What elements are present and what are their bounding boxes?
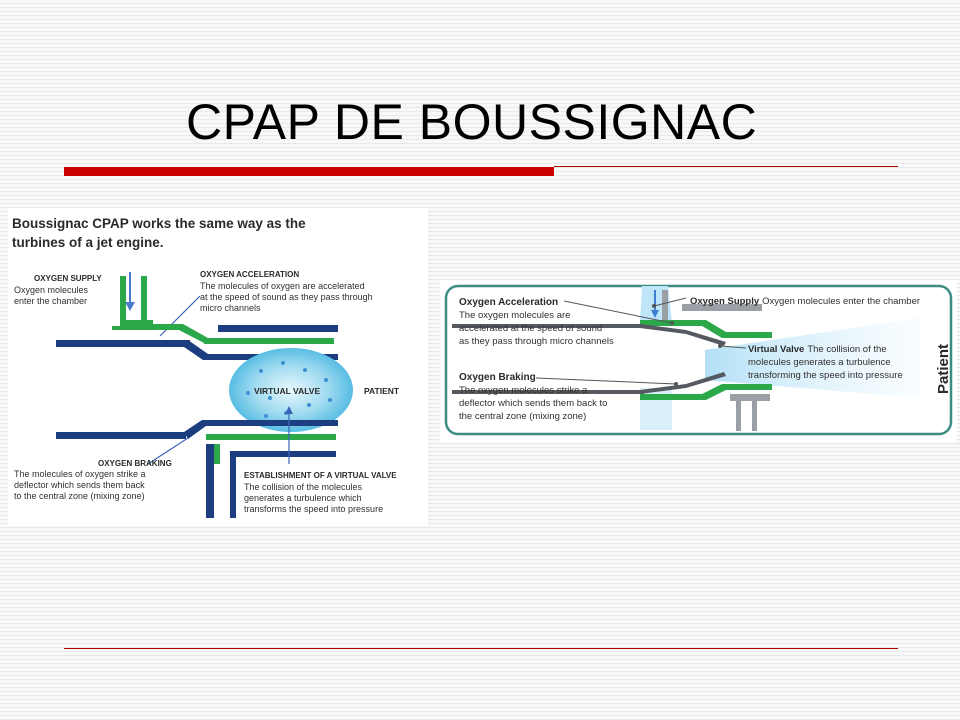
left-headline-line2: turbines of a jet engine. — [12, 235, 164, 250]
left-oxygen-acceleration-line1: The molecules of oxygen are accelerated — [200, 281, 365, 291]
right-oxygen-braking-line2: deflector which sends them back to — [459, 398, 608, 409]
title-underline-thick — [64, 167, 554, 176]
right-diagram-panel — [440, 280, 957, 442]
left-establishment-line2: generates a turbulence which — [244, 493, 362, 503]
left-oxygen-supply-line2: enter the chamber — [14, 296, 88, 306]
right-oxygen-acceleration-heading: Oxygen Acceleration — [459, 297, 559, 308]
left-diagram-svg — [8, 208, 428, 526]
left-diagram-panel — [8, 208, 428, 526]
left-oxygen-acceleration-heading: Oxygen acceleration — [200, 270, 300, 279]
right-oxygen-braking-line3: the central zone (mixing zone) — [459, 411, 587, 422]
right-oxygen-acceleration-line3: as they pass through micro channels — [459, 336, 614, 347]
right-oxygen-acceleration-line1: The oxygen molecules are — [459, 310, 571, 321]
right-oxygen-supply-text: Oxygen molecules enter the chamber — [762, 296, 921, 307]
left-virtual-valve-label: VIRTUAL VALVE — [254, 386, 321, 396]
right-virtual-valve-line2: molecules generates a turbulence — [748, 357, 891, 368]
left-oxygen-acceleration-line3: micro channels — [200, 303, 261, 313]
left-oxygen-braking-line1: The molecules of oxygen strike a — [14, 469, 146, 479]
left-oxygen-braking-line3: to the central zone (mixing zone) — [14, 491, 145, 501]
left-oxygen-acceleration-line2: at the speed of sound as they pass through — [200, 292, 373, 302]
slide-title: CPAP DE BOUSSIGNAC — [186, 94, 758, 150]
title-underline-thin — [554, 166, 898, 167]
left-establishment-heading: Establishment of a virtual valve — [244, 471, 397, 480]
left-oxygen-braking-heading: Oxygen braking — [98, 459, 172, 468]
left-headline-line1: Boussignac CPAP works the same way as the — [12, 216, 306, 231]
right-patient-label: Patient — [935, 343, 952, 394]
right-oxygen-supply-heading: Oxygen Supply — [690, 296, 760, 307]
right-oxygen-braking-line1: The oxygen molecules strike a — [459, 385, 588, 396]
left-establishment-line3: transforms the speed into pressure — [244, 504, 384, 514]
right-virtual-valve-heading: Virtual Valve — [748, 344, 805, 355]
right-oxygen-acceleration-line2: accelerated at the speed of sound — [459, 323, 603, 334]
left-establishment-line1: The collision of the molecules — [244, 482, 363, 492]
left-oxygen-supply-heading: Oxygen supply — [34, 274, 102, 283]
right-virtual-valve-line1: The collision of the — [807, 344, 887, 355]
right-virtual-valve-line1-group — [748, 344, 887, 355]
right-oxygen-braking-heading: Oxygen Braking — [459, 372, 536, 383]
right-oxygen-supply-label — [690, 296, 920, 307]
right-diagram-svg — [440, 280, 957, 442]
left-oxygen-braking-line2: deflector which sends them back — [14, 480, 145, 490]
left-oxygen-supply-line1: Oxygen molecules — [14, 285, 89, 295]
footer-rule — [64, 648, 898, 649]
right-virtual-valve-line3: transforming the speed into pressure — [748, 370, 903, 381]
supply-arrow — [125, 272, 135, 311]
left-patient-label: PATIENT — [364, 386, 400, 396]
